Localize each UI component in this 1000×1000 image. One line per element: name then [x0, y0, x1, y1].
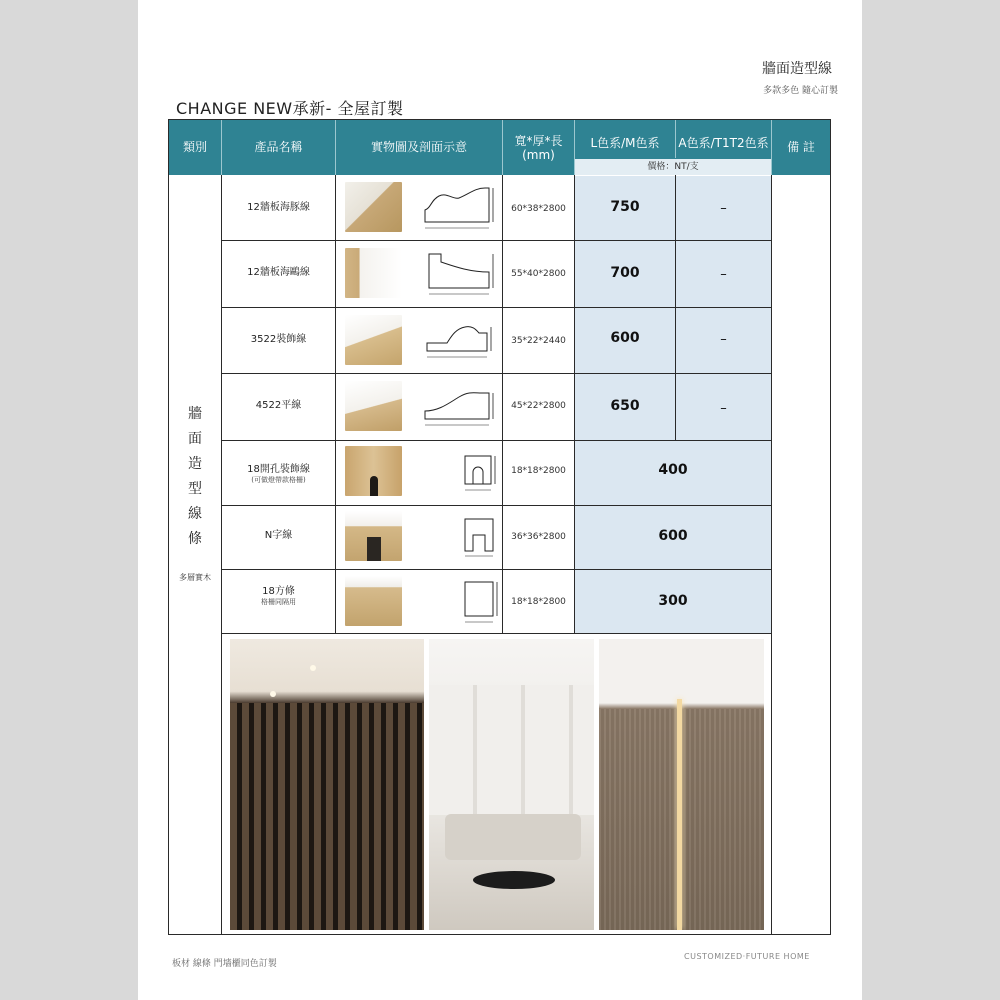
category-char: 型 — [188, 481, 202, 497]
header-divider — [335, 120, 336, 175]
product-dims: 18*18*2800 — [511, 466, 566, 476]
category-char: 牆 — [188, 406, 202, 422]
product-name-sub: (可做燈帶款格柵) — [251, 476, 306, 484]
slat-pattern — [230, 703, 424, 930]
page-subheading: 多款多色 隨心訂製 — [763, 86, 838, 96]
product-dims: 55*40*2800 — [511, 269, 566, 279]
header-category: 類別 — [182, 140, 207, 154]
product-photo — [345, 576, 402, 626]
price-a-series: – — [720, 332, 727, 347]
product-name — [222, 464, 335, 484]
profile-drawing — [419, 182, 499, 234]
price-merged: 300 — [658, 593, 688, 609]
row-line — [221, 240, 771, 241]
footer-right-text: CUSTOMIZED·FUTURE HOME — [684, 952, 810, 961]
led-strip — [677, 699, 682, 930]
category-char: 造 — [188, 456, 202, 472]
product-name: 12牆板海鷗線 — [247, 267, 310, 278]
product-name-sub: 格柵同隔用 — [261, 598, 296, 606]
category-char: 面 — [188, 431, 202, 447]
profile-drawing — [419, 248, 499, 300]
header-dims-line2: (mm) — [522, 148, 555, 163]
product-photo — [345, 182, 402, 232]
row-line — [221, 633, 771, 634]
row-line — [221, 440, 771, 441]
row-line — [221, 569, 771, 570]
header-dims — [503, 134, 574, 163]
price-merged: 600 — [658, 528, 688, 544]
coffee-table — [473, 871, 555, 889]
price-a-series: – — [720, 401, 727, 416]
profile-drawing — [419, 511, 499, 563]
column-line — [335, 175, 336, 633]
category-char: 條 — [188, 531, 202, 547]
row-line — [221, 307, 771, 308]
product-dims: 35*22*2440 — [511, 336, 566, 346]
product-name — [222, 586, 335, 606]
product-dims: 45*22*2800 — [511, 401, 566, 411]
column-line — [771, 175, 772, 935]
price-l-series: 650 — [610, 398, 640, 414]
header-divider — [502, 120, 503, 175]
header-divider — [221, 120, 222, 175]
product-name: N字線 — [264, 530, 293, 541]
product-photo — [345, 248, 402, 298]
profile-drawing — [419, 315, 499, 367]
groove-shape — [367, 537, 381, 561]
header-image: 實物圖及剖面示意 — [370, 140, 467, 154]
price-a-series: – — [720, 267, 727, 282]
header-name: 產品名稱 — [254, 140, 303, 154]
groove-shape — [370, 476, 378, 496]
product-dims: 18*18*2800 — [511, 597, 566, 607]
row-line — [221, 505, 771, 506]
price-merged: 400 — [658, 462, 688, 478]
column-line — [221, 175, 222, 935]
product-name: 3522裝飾線 — [250, 334, 307, 345]
header-l-series: L色系/M色系 — [590, 136, 660, 150]
product-name: 4522平線 — [255, 400, 302, 411]
product-name-main: 18開孔裝飾線 — [247, 464, 310, 475]
product-dims: 36*36*2800 — [511, 532, 566, 542]
table-header — [169, 120, 830, 175]
product-photo — [345, 446, 402, 496]
price-l-series: 700 — [610, 265, 640, 281]
inspiration-photo-slat-wall — [230, 639, 424, 930]
header-note: 備 註 — [787, 140, 815, 154]
price-unit-note: 價格：NT/支 — [575, 159, 771, 175]
product-dims: 60*38*2800 — [511, 204, 566, 214]
profile-drawing — [419, 576, 499, 628]
product-table — [168, 119, 831, 935]
header-dims-line1: 寬*厚*長 — [514, 134, 563, 148]
price-l-series: 750 — [610, 199, 640, 215]
profile-drawing — [419, 381, 499, 433]
product-photo — [345, 315, 402, 365]
price-a-series: – — [720, 201, 727, 216]
header-divider — [771, 120, 772, 175]
footer-left-text: 板材 線條 門墻櫃同色訂製 — [172, 959, 277, 969]
wall-panels — [429, 685, 594, 815]
page-heading: 牆面造型線 — [762, 61, 832, 77]
inspiration-photo-living-room — [429, 639, 594, 930]
price-l-series: 600 — [610, 330, 640, 346]
inspiration-photo-wood-wall — [599, 639, 764, 930]
product-photo — [345, 511, 402, 561]
header-divider — [675, 120, 676, 158]
catalog-page — [138, 0, 862, 1000]
product-name: 12牆板海豚線 — [247, 202, 310, 213]
category-char: 線 — [188, 506, 202, 522]
header-a-series: A色系/T1T2色系 — [678, 136, 769, 150]
category-material: 多層實木 — [179, 573, 211, 582]
product-photo — [345, 381, 402, 431]
ceiling-light — [310, 665, 316, 671]
ceiling-light — [270, 691, 276, 697]
profile-drawing — [419, 446, 499, 498]
sofa — [445, 814, 581, 860]
row-line — [221, 373, 771, 374]
product-name-main: 18方條 — [262, 586, 295, 597]
brand-title: CHANGE NEW承新- 全屋訂製 — [176, 99, 404, 118]
